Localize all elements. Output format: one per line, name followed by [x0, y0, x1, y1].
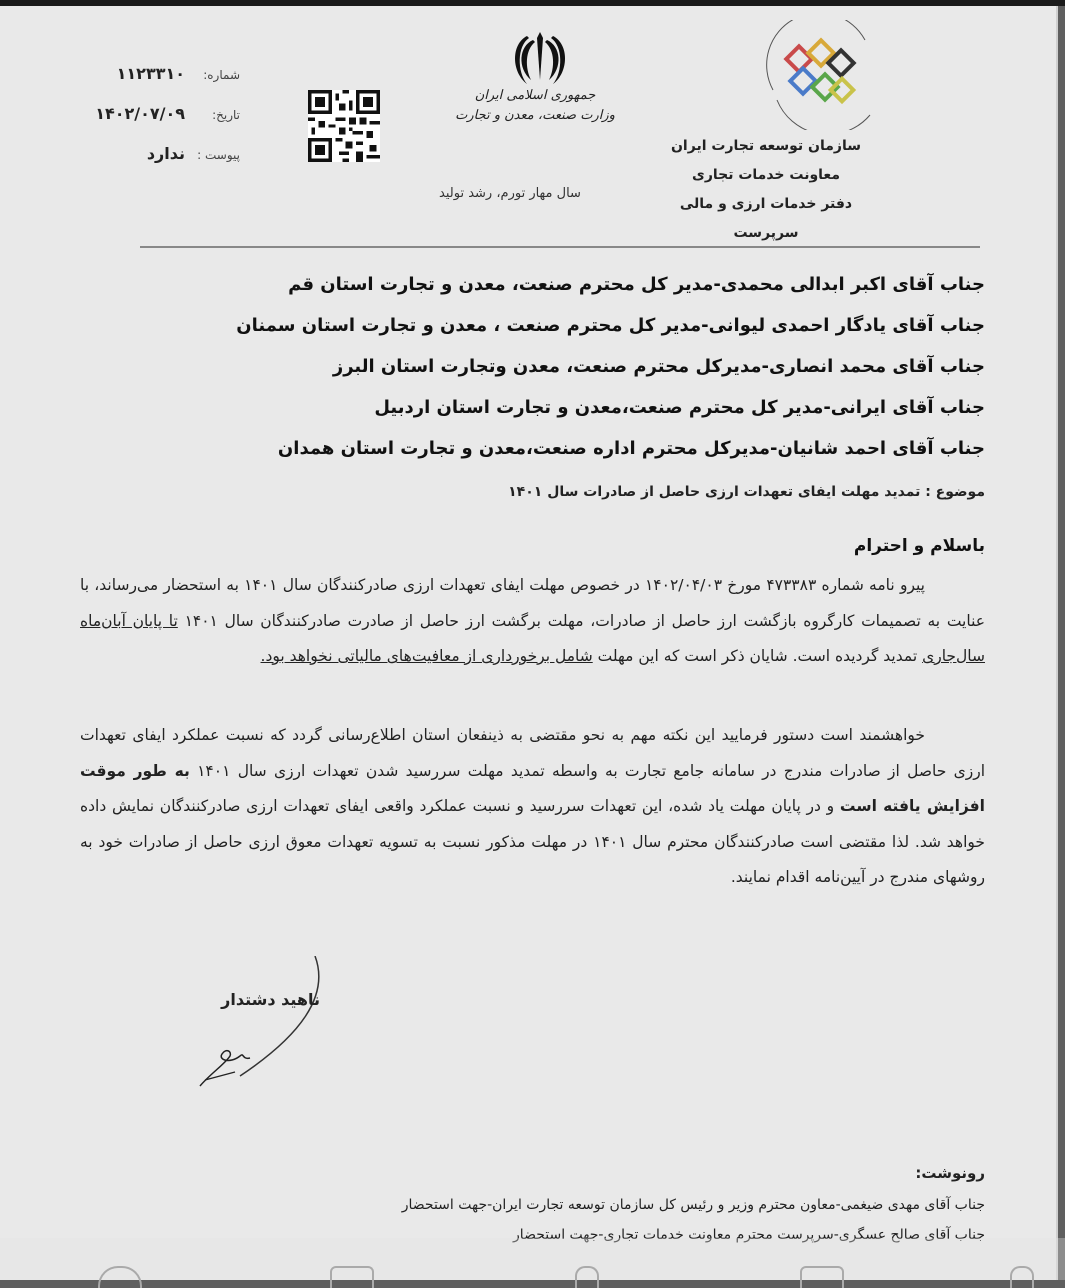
org-dept-3: سرپرست — [733, 225, 799, 241]
handwritten-signature — [180, 956, 340, 1096]
meta-attachment-row — [80, 144, 240, 184]
cc-line: جناب آقای مهدی ضیغمی-معاون محترم وزیر و رئیس کل سازمان توسعه تجارت ایران-جهت استحضار — [401, 1197, 985, 1213]
ministry-line-1: جمهوری اسلامی ایران — [474, 88, 596, 103]
recipient-line: جناب آقای محمد انصاری-مدیرکل محترم صنعت، معدن وتجارت استان البرز — [332, 356, 985, 377]
p1-underlined-exemption: شامل برخورداری از معافیت‌های مالیاتی نخواهد بود. — [260, 647, 593, 665]
recipient-line: جناب آقای یادگار احمدی لیوانی-مدیر کل محترم صنعت ، معدن و تجارت استان سمنان — [236, 315, 985, 336]
letter-subject: موضوع : تمدید مهلت ایفای تعهدات ارزی حاصل از صادرات سال ۱۴۰۱ — [508, 484, 985, 500]
org-dept-1: معاونت خدمات تجاری — [691, 167, 841, 183]
nav-center-icon[interactable] — [575, 1266, 599, 1288]
number-label: شماره: — [203, 68, 240, 82]
year-slogan: سال مهار تورم، رشد تولید — [439, 186, 581, 201]
body-paragraph-1 — [80, 568, 985, 675]
ministry-header — [450, 86, 620, 126]
meta-date-row — [80, 104, 240, 144]
recipients-list — [80, 264, 985, 469]
org-header — [636, 132, 896, 248]
recipient-line: جناب آقای احمد شانیان-مدیرکل محترم اداره صنعت،معدن و تجارت استان همدان — [277, 438, 985, 459]
cc-line: جناب آقای صالح عسگری-سرپرست محترم معاونت خدمات تجاری-جهت استحضار — [513, 1227, 985, 1243]
p2-text-a: خواهشمند است دستور فرمایید این نکته مهم به نحو مقتضی به ذینفعان استان اطلاع‌رسانی گردد که نسبت عملکرد ایفای تعهدات ارزی حاصل از صادرات مندرج در سامانه جامع تجارت به واسطه تمدید مهلت سررسید شدن تعهدات ارزی سال ۱۴۰۱ — [80, 726, 986, 780]
cc-title: رونوشت: — [915, 1164, 985, 1182]
date-value: ۱۴۰۲/۰۷/۰۹ — [95, 104, 185, 123]
meta-number-row — [80, 64, 240, 104]
org-name: سازمان توسعه تجارت ایران — [670, 138, 862, 154]
nav-menu-icon[interactable] — [1010, 1266, 1034, 1288]
number-value: ۱۱۲۳۳۱۰ — [116, 64, 185, 83]
date-label: تاریخ: — [212, 108, 240, 122]
body-paragraph-2 — [80, 718, 985, 896]
nav-share-icon[interactable] — [800, 1266, 844, 1288]
org-dept-2: دفتر خدمات ارزی و مالی — [679, 196, 853, 212]
recipient-line: جناب آقای اکبر ابدالی محمدی-مدیر کل محترم صنعت، معدن و تجارت استان قم — [288, 274, 985, 295]
attachment-value: ندارد — [146, 144, 185, 163]
nav-tabs-icon[interactable] — [330, 1266, 374, 1288]
qr-code — [308, 90, 380, 162]
p2-text-b: و در پایان مهلت یاد شده، این تعهدات سررسید و نسبت عملکرد واقعی ایفای تعهدات ارزی صادرکنندگان نمایش داده خواهد شد. لذا مقتضی است صادرکنندگان محترم سال ۱۴۰۱ در مهلت مذکور نسبت به تسویه تعهدات معوق ارزی حاصل از صادرات خود به روشهای مندرج در آیین‌نامه اقدام نمایند. — [80, 797, 985, 886]
p2-bold-text: به طور موقت افزایش یافته است — [80, 761, 985, 815]
p1-text-a: پیرو نامه شماره ۴۷۳۳۸۳ مورخ ۱۴۰۲/۰۴/۰۳ در خصوص مهلت ایفای تعهدات ارزی صادرکنندگان سال ۱۴۰۱ به استحضار می‌رساند، با عنایت به تصمیمات کارگروه بازگشت ارز حاصل از صادرات، مهلت برگشت ارز حاصل از صادرت صادرکنندگان سال ۱۴۰۱ — [80, 576, 986, 630]
header-divider — [140, 246, 980, 248]
greeting: باسلام و احترام — [853, 536, 985, 556]
attachment-label: پیوست : — [197, 148, 240, 162]
org-logo — [755, 20, 885, 130]
signer-name: ناهید دشتدار — [221, 990, 320, 1009]
letter-meta — [80, 64, 240, 184]
ministry-line-2: وزارت صنعت، معدن و تجارت — [455, 108, 615, 123]
recipient-line: جناب آقای ایرانی-مدیر کل محترم صنعت،معدن و تجارت استان اردبیل — [374, 397, 985, 418]
p1-underlined-deadline: تا پایان آبان‌ماه سال‌جاری — [80, 611, 985, 665]
p1-text-b: تمدید گردیده است. شایان ذکر است که این مهلت — [592, 647, 923, 665]
viewer-bottom-bar — [0, 1238, 1065, 1280]
letter-document — [0, 6, 1058, 1280]
iran-emblem-icon — [505, 28, 575, 88]
